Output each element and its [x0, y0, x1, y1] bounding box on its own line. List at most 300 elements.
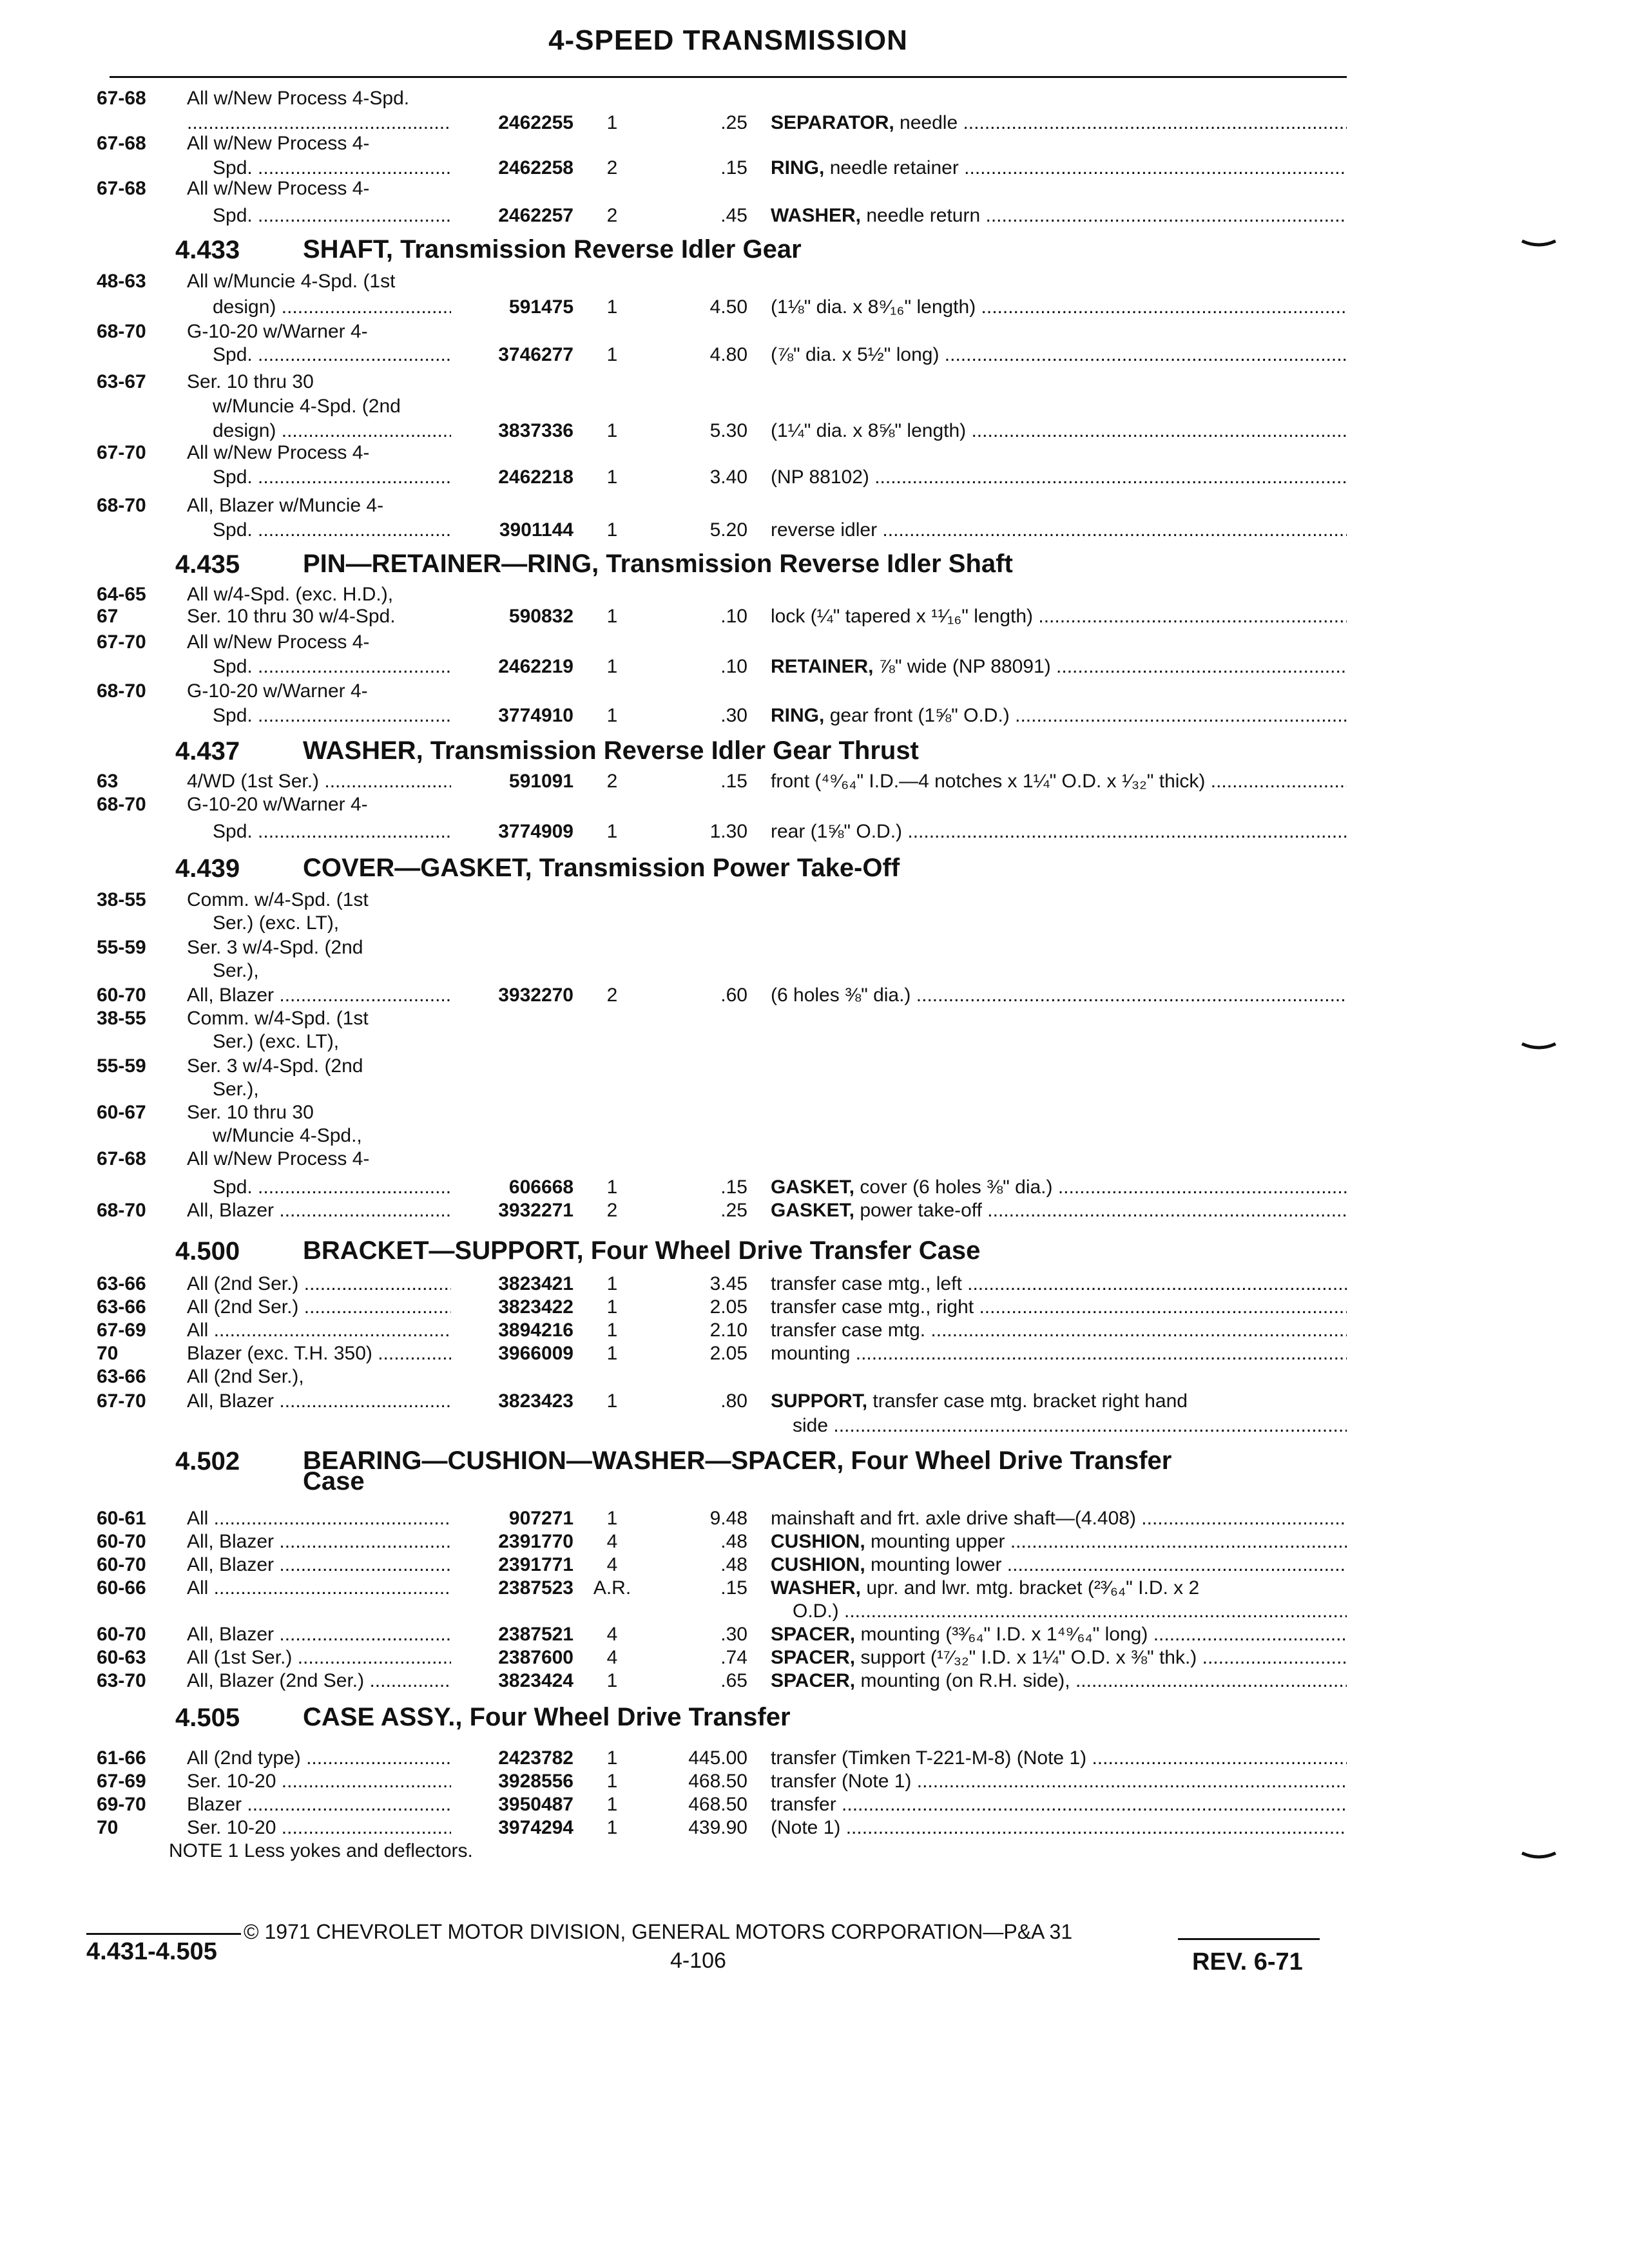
- table-row: [0, 1273, 1629, 1295]
- application-description: Comm. w/4-Spd. (1st: [187, 889, 369, 910]
- spec-text: needle return: [866, 205, 981, 226]
- part-specification: [771, 1508, 1347, 1530]
- spec-text: (⅞" dia. x 5½" long): [771, 344, 940, 365]
- quantity: 4: [606, 1624, 618, 1645]
- application-description: All, Blazer .....: [187, 1624, 451, 1646]
- quantity: 1: [606, 705, 618, 726]
- spec-text: upr. and lwr. mtg. bracket (²³⁄₆₄" I.D. x 2: [866, 1577, 1200, 1599]
- note-1: NOTE 1 Less yokes and deflectors.: [169, 1840, 473, 1861]
- spec-text: mounting upper: [871, 1531, 1005, 1552]
- part-number: 2462258: [498, 157, 574, 178]
- section-number: 4.505: [175, 1704, 240, 1732]
- price: 2.05: [709, 1343, 747, 1364]
- price: .48: [720, 1531, 747, 1552]
- application-description: Ser. 3 w/4-Spd. (2nd: [187, 937, 363, 958]
- spec-text: support (¹⁷⁄₃₂" I.D. x 1¼" O.D. x ⅜" thk.): [860, 1647, 1197, 1668]
- spec-text: transfer (Timken T-221-M-8) (Note 1): [771, 1747, 1087, 1769]
- part-number: 2391771: [498, 1554, 574, 1575]
- table-row: [0, 1747, 1629, 1769]
- part-specification: [771, 1794, 1347, 1816]
- table-row: [0, 1320, 1629, 1341]
- part-number: 2462219: [498, 656, 574, 677]
- application-description: Ser.),: [213, 960, 259, 981]
- table-row: [0, 1647, 1629, 1669]
- part-number: 2387521: [498, 1624, 574, 1645]
- price: .60: [720, 985, 747, 1006]
- model-years: 63-70: [97, 1670, 146, 1691]
- application-description: Comm. w/4-Spd. (1st: [187, 1008, 369, 1029]
- quantity: 1: [606, 1320, 618, 1341]
- quantity: 1: [606, 1273, 618, 1294]
- model-years: 60-70: [97, 1624, 146, 1645]
- price: .30: [720, 1624, 747, 1645]
- quantity: 1: [606, 1390, 618, 1412]
- model-years: 69-70: [97, 1794, 146, 1815]
- model-years: 63-66: [97, 1296, 146, 1318]
- part-specification: [771, 296, 1347, 318]
- section-title: SHAFT, Transmission Reverse Idler Gear: [303, 235, 802, 264]
- quantity: 1: [606, 1794, 618, 1815]
- part-specification: [771, 1296, 1347, 1318]
- table-row: [0, 205, 1629, 227]
- part-number: 3774910: [498, 705, 574, 726]
- table-row: [0, 1670, 1629, 1692]
- table-row: [0, 1343, 1629, 1365]
- application-description: Blazer .....: [187, 1794, 451, 1816]
- price: .48: [720, 1554, 747, 1575]
- table-row: [0, 344, 1629, 366]
- price: .15: [720, 1577, 747, 1599]
- table-row: [0, 656, 1629, 678]
- part-specification: [771, 705, 1347, 727]
- model-years: 63-66: [97, 1273, 146, 1294]
- spec-text: (1⅛" dia. x 8⁹⁄₁₆" length): [771, 296, 976, 318]
- table-row: [0, 1415, 1629, 1437]
- table-row: [0, 1577, 1629, 1599]
- table-row: [0, 1817, 1629, 1839]
- application-description: All w/New Process 4-: [187, 442, 370, 463]
- application-description: All w/Muncie 4-Spd. (1st: [187, 271, 396, 292]
- quantity: 2: [606, 157, 618, 178]
- model-years: 68-70: [97, 321, 146, 342]
- price: 3.40: [709, 466, 747, 488]
- header-rule: [110, 76, 1347, 78]
- table-row: [0, 794, 1629, 816]
- table-row: [0, 985, 1629, 1006]
- application-description: Ser. 10 thru 30 w/4-Spd.: [187, 606, 396, 627]
- table-row: [0, 1390, 1629, 1412]
- price: 5.30: [709, 420, 747, 441]
- application-description: All (1st Ser.) .....: [187, 1647, 451, 1669]
- copyright-line: © 1971 CHEVROLET MOTOR DIVISION, GENERAL MOTORS CORPORATION—P&A 31: [244, 1920, 1073, 1943]
- price: 2.10: [709, 1320, 747, 1341]
- application-description: Ser.),: [213, 1079, 259, 1100]
- part-number: 907271: [508, 1508, 574, 1529]
- part-number: 591091: [508, 771, 574, 792]
- part-number: 3823422: [498, 1296, 574, 1318]
- part-specification: [771, 1624, 1347, 1646]
- quantity: 1: [606, 656, 618, 677]
- application-description: All w/New Process 4-: [187, 178, 370, 199]
- application-description: Spd. .....: [213, 1177, 451, 1198]
- quantity: 1: [606, 519, 618, 541]
- spec-text: transfer case mtg.: [771, 1320, 926, 1341]
- part-specification: [771, 656, 1347, 678]
- table-row: [0, 271, 1629, 293]
- part-name: GASKET,: [771, 1177, 855, 1198]
- part-specification: [771, 1177, 1347, 1198]
- part-specification: [771, 1577, 1347, 1599]
- application-description: All, Blazer .....: [187, 1531, 451, 1553]
- table-row: [0, 584, 1629, 606]
- spec-text: mounting lower: [871, 1554, 1002, 1575]
- part-number: 3823424: [498, 1670, 574, 1691]
- footer-rule-right: [1178, 1938, 1320, 1940]
- price: .25: [720, 1200, 747, 1221]
- table-row: [0, 396, 1629, 418]
- application-description: All, Blazer w/Muncie 4-: [187, 495, 384, 516]
- part-specification: [771, 157, 1347, 179]
- quantity: 1: [606, 1747, 618, 1769]
- table-row: [0, 1079, 1629, 1100]
- part-name: SUPPORT,: [771, 1390, 868, 1412]
- model-years: 67: [97, 606, 119, 627]
- application-description: w/Muncie 4-Spd. (2nd: [213, 396, 401, 417]
- application-description: Spd. .....: [213, 821, 451, 843]
- application-description: 4/WD (1st Ser.) .....: [187, 771, 451, 793]
- application-description: [187, 112, 451, 134]
- quantity: 1: [606, 1343, 618, 1364]
- part-specification: [771, 1554, 1347, 1576]
- quantity: 1: [606, 821, 618, 842]
- section-number: 4.435: [175, 550, 240, 579]
- table-row: [0, 960, 1629, 982]
- part-specification: [771, 1817, 1347, 1839]
- spec-text: mounting (on R.H. side),: [860, 1670, 1070, 1691]
- model-years: 60-70: [97, 1554, 146, 1575]
- price: 445.00: [688, 1747, 747, 1769]
- table-row: [0, 88, 1629, 110]
- model-years: 55-59: [97, 1055, 146, 1077]
- quantity: 2: [606, 1200, 618, 1221]
- quantity: 1: [606, 112, 618, 133]
- part-number: 2462218: [498, 466, 574, 488]
- application-description: Spd. .....: [213, 157, 451, 179]
- spec-text: gear front (1⅝" O.D.): [829, 705, 1010, 726]
- table-row: [0, 680, 1629, 702]
- section-number: 4.502: [175, 1447, 240, 1475]
- model-years: 68-70: [97, 495, 146, 516]
- application-description: Spd. .....: [213, 205, 451, 227]
- table-row: [0, 631, 1629, 653]
- part-number: 2423782: [498, 1747, 574, 1769]
- model-years: 64-65: [97, 584, 146, 605]
- part-number: 2387600: [498, 1647, 574, 1668]
- spec-text: mainshaft and frt. axle drive shaft—(4.408): [771, 1508, 1136, 1529]
- model-years: 60-66: [97, 1577, 146, 1599]
- table-row: [0, 1624, 1629, 1646]
- application-description: All .....: [187, 1320, 451, 1341]
- part-number: 3894216: [498, 1320, 574, 1341]
- model-years: 67-70: [97, 1390, 146, 1412]
- quantity: 1: [606, 1296, 618, 1318]
- section-title: COVER—GASKET, Transmission Power Take-Off: [303, 854, 900, 882]
- binder-mark-middle: [1521, 1041, 1557, 1054]
- price: .15: [720, 1177, 747, 1198]
- model-years: 38-55: [97, 1008, 146, 1029]
- price: .10: [720, 606, 747, 627]
- part-specification: [771, 1390, 1347, 1412]
- part-specification: [793, 1415, 1347, 1437]
- price: 468.50: [688, 1794, 747, 1815]
- part-specification: [771, 1531, 1347, 1553]
- price: .10: [720, 656, 747, 677]
- part-specification: [771, 606, 1347, 628]
- application-description: All w/New Process 4-: [187, 133, 370, 154]
- part-name: CUSHION,: [771, 1554, 865, 1575]
- spec-text: O.D.): [793, 1600, 839, 1622]
- model-years: 55-59: [97, 937, 146, 958]
- table-row: [0, 1554, 1629, 1576]
- application-description: Blazer (exc. T.H. 350) .....: [187, 1343, 451, 1365]
- price: 4.80: [709, 344, 747, 365]
- price: 5.20: [709, 519, 747, 541]
- model-years: 67-70: [97, 442, 146, 463]
- section-title: CASE ASSY., Four Wheel Drive Transfer: [303, 1703, 791, 1731]
- part-number: 3950487: [498, 1794, 574, 1815]
- part-number: 3932270: [498, 985, 574, 1006]
- quantity: 2: [606, 205, 618, 226]
- quantity: 1: [606, 606, 618, 627]
- part-number: 3746277: [498, 344, 574, 365]
- application-description: All (2nd Ser.),: [187, 1366, 304, 1387]
- quantity: 2: [606, 985, 618, 1006]
- application-description: All .....: [187, 1577, 451, 1599]
- part-name: SPACER,: [771, 1647, 856, 1668]
- table-row: [0, 1102, 1629, 1124]
- part-name: WASHER,: [771, 205, 862, 226]
- part-name: SPACER,: [771, 1670, 856, 1691]
- model-years: 67-69: [97, 1320, 146, 1341]
- spec-text: transfer (Note 1): [771, 1771, 912, 1792]
- model-years: 60-70: [97, 1531, 146, 1552]
- quantity: 1: [606, 1771, 618, 1792]
- quantity: 1: [606, 420, 618, 441]
- price: 3.45: [709, 1273, 747, 1294]
- spec-text: front (⁴⁹⁄₆₄" I.D.—4 notches x 1¼" O.D. x ¹⁄₃₂" thick): [771, 771, 1206, 792]
- quantity: 1: [606, 1670, 618, 1691]
- spec-text: (1¼" dia. x 8⅝" length): [771, 420, 967, 441]
- part-specification: [771, 1320, 1347, 1341]
- page-number: 4-106: [670, 1948, 726, 1973]
- application-description: G-10-20 w/Warner 4-: [187, 680, 368, 702]
- revision-date: REV. 6-71: [1192, 1948, 1303, 1975]
- application-description: Ser. 10 thru 30: [187, 371, 314, 392]
- quantity: 4: [606, 1531, 618, 1552]
- binder-mark-top: [1521, 238, 1557, 251]
- application-description: All, Blazer (2nd Ser.) .....: [187, 1670, 451, 1692]
- part-specification: [771, 466, 1347, 488]
- part-name: RING,: [771, 705, 825, 726]
- model-years: 61-66: [97, 1747, 146, 1769]
- spec-text: power take-off: [860, 1200, 982, 1221]
- part-name: SPACER,: [771, 1624, 856, 1645]
- section-title: WASHER, Transmission Reverse Idler Gear Thrust: [303, 736, 919, 765]
- model-years: 63-67: [97, 371, 146, 392]
- table-row: [0, 1031, 1629, 1053]
- quantity: 1: [606, 1177, 618, 1198]
- binder-mark-bottom: [1521, 1850, 1557, 1863]
- quantity: A.R.: [593, 1577, 631, 1599]
- model-years: 67-68: [97, 88, 146, 109]
- spec-text: mounting: [771, 1343, 851, 1364]
- part-number: 3837336: [498, 420, 574, 441]
- application-description: Spd. .....: [213, 519, 451, 541]
- model-years: 48-63: [97, 271, 146, 292]
- application-description: Ser. 10-20 .....: [187, 1817, 451, 1839]
- table-row: [0, 1508, 1629, 1530]
- section-number: 4.500: [175, 1237, 240, 1265]
- part-number: 3974294: [498, 1817, 574, 1838]
- table-row: [0, 1200, 1629, 1222]
- application-description: Ser.) (exc. LT),: [213, 1031, 340, 1052]
- price: .74: [720, 1647, 747, 1668]
- part-name: GASKET,: [771, 1200, 855, 1221]
- part-specification: [771, 1747, 1347, 1769]
- model-years: 67-68: [97, 1148, 146, 1169]
- table-row: [0, 1125, 1629, 1147]
- application-description: All (2nd Ser.) .....: [187, 1273, 451, 1295]
- part-specification: [771, 344, 1347, 366]
- spec-text: rear (1⅝" O.D.): [771, 821, 903, 842]
- table-row: [0, 519, 1629, 541]
- part-number: 3928556: [498, 1771, 574, 1792]
- table-row: [0, 1366, 1629, 1388]
- model-years: 70: [97, 1817, 119, 1838]
- part-name: RING,: [771, 157, 825, 178]
- spec-text: transfer case mtg. bracket right hand: [872, 1390, 1188, 1412]
- price: 4.50: [709, 296, 747, 318]
- application-description: All, Blazer .....: [187, 1554, 451, 1576]
- part-name: SEPARATOR,: [771, 112, 894, 133]
- page-range: 4.431-4.505: [86, 1938, 217, 1965]
- model-years: 60-70: [97, 985, 146, 1006]
- price: .15: [720, 157, 747, 178]
- spec-text: needle: [900, 112, 958, 133]
- application-description: All (2nd type) .....: [187, 1747, 451, 1769]
- application-description: Spd. .....: [213, 705, 451, 727]
- part-number: 2387523: [498, 1577, 574, 1599]
- model-years: 67-69: [97, 1771, 146, 1792]
- table-row: [0, 321, 1629, 343]
- price: .65: [720, 1670, 747, 1691]
- application-description: All, Blazer .....: [187, 985, 451, 1006]
- application-description: All w/New Process 4-Spd.: [187, 88, 410, 109]
- price: .25: [720, 112, 747, 133]
- table-row: [0, 1771, 1629, 1792]
- part-number: 2462257: [498, 205, 574, 226]
- model-years: 60-63: [97, 1647, 146, 1668]
- part-specification: [771, 1771, 1347, 1792]
- model-years: 67-68: [97, 133, 146, 154]
- section-number: 4.437: [175, 737, 240, 765]
- spec-text: (6 holes ⅜" dia.): [771, 985, 911, 1006]
- part-specification: [771, 1670, 1347, 1692]
- part-name: RETAINER,: [771, 656, 874, 677]
- application-description: Spd. .....: [213, 344, 451, 366]
- spec-text: mounting (³³⁄₆₄" I.D. x 1⁴⁹⁄₆₄" long): [860, 1624, 1148, 1645]
- application-description: All, Blazer .....: [187, 1390, 451, 1412]
- table-row: [0, 1296, 1629, 1318]
- spec-text: needle retainer: [829, 157, 959, 178]
- table-row: [0, 1177, 1629, 1198]
- application-description: All w/New Process 4-: [187, 1148, 370, 1169]
- section-title-continued: Case: [303, 1467, 365, 1495]
- part-number: 3774909: [498, 821, 574, 842]
- part-specification: [771, 1343, 1347, 1365]
- application-description: All, Blazer .....: [187, 1200, 451, 1222]
- part-number: 2462255: [498, 112, 574, 133]
- price: 439.90: [688, 1817, 747, 1838]
- table-row: [0, 157, 1629, 179]
- price: 1.30: [709, 821, 747, 842]
- model-years: 60-67: [97, 1102, 146, 1123]
- table-row: [0, 1531, 1629, 1553]
- model-years: 38-55: [97, 889, 146, 910]
- table-row: [0, 937, 1629, 959]
- table-row: [0, 705, 1629, 727]
- application-description: Spd. .....: [213, 466, 451, 488]
- spec-text: reverse idler: [771, 519, 878, 541]
- application-description: w/Muncie 4-Spd.,: [213, 1125, 362, 1146]
- part-number: 591475: [508, 296, 574, 318]
- part-name: CUSHION,: [771, 1531, 865, 1552]
- part-number: 606668: [508, 1177, 574, 1198]
- application-description: Ser. 3 w/4-Spd. (2nd: [187, 1055, 363, 1077]
- table-row: [0, 1148, 1629, 1170]
- table-row: [0, 466, 1629, 488]
- model-years: 70: [97, 1343, 119, 1364]
- part-specification: [771, 1647, 1347, 1669]
- model-years: 67-68: [97, 178, 146, 199]
- spec-text: (NP 88102): [771, 466, 869, 488]
- price: .15: [720, 771, 747, 792]
- part-name: WASHER,: [771, 1577, 862, 1599]
- application-description: All w/4-Spd. (exc. H.D.),: [187, 584, 394, 605]
- table-row: [0, 296, 1629, 318]
- model-years: 63: [97, 771, 119, 792]
- part-number: 3966009: [498, 1343, 574, 1364]
- quantity: 1: [606, 466, 618, 488]
- table-row: [0, 371, 1629, 393]
- table-row: [0, 1055, 1629, 1077]
- price: .80: [720, 1390, 747, 1412]
- price: .45: [720, 205, 747, 226]
- spec-text: transfer: [771, 1794, 836, 1815]
- spec-text: (Note 1): [771, 1817, 841, 1838]
- part-specification: [771, 1273, 1347, 1295]
- application-description: G-10-20 w/Warner 4-: [187, 794, 368, 815]
- section-title: BRACKET—SUPPORT, Four Wheel Drive Transfer Case: [303, 1236, 981, 1265]
- part-number: 3823423: [498, 1390, 574, 1412]
- table-row: [0, 420, 1629, 442]
- spec-text: transfer case mtg., left: [771, 1273, 962, 1294]
- application-description: design) .....: [213, 296, 451, 318]
- part-specification: [771, 1200, 1347, 1222]
- table-row: [0, 771, 1629, 793]
- table-row: [0, 178, 1629, 200]
- table-row: [0, 1794, 1629, 1816]
